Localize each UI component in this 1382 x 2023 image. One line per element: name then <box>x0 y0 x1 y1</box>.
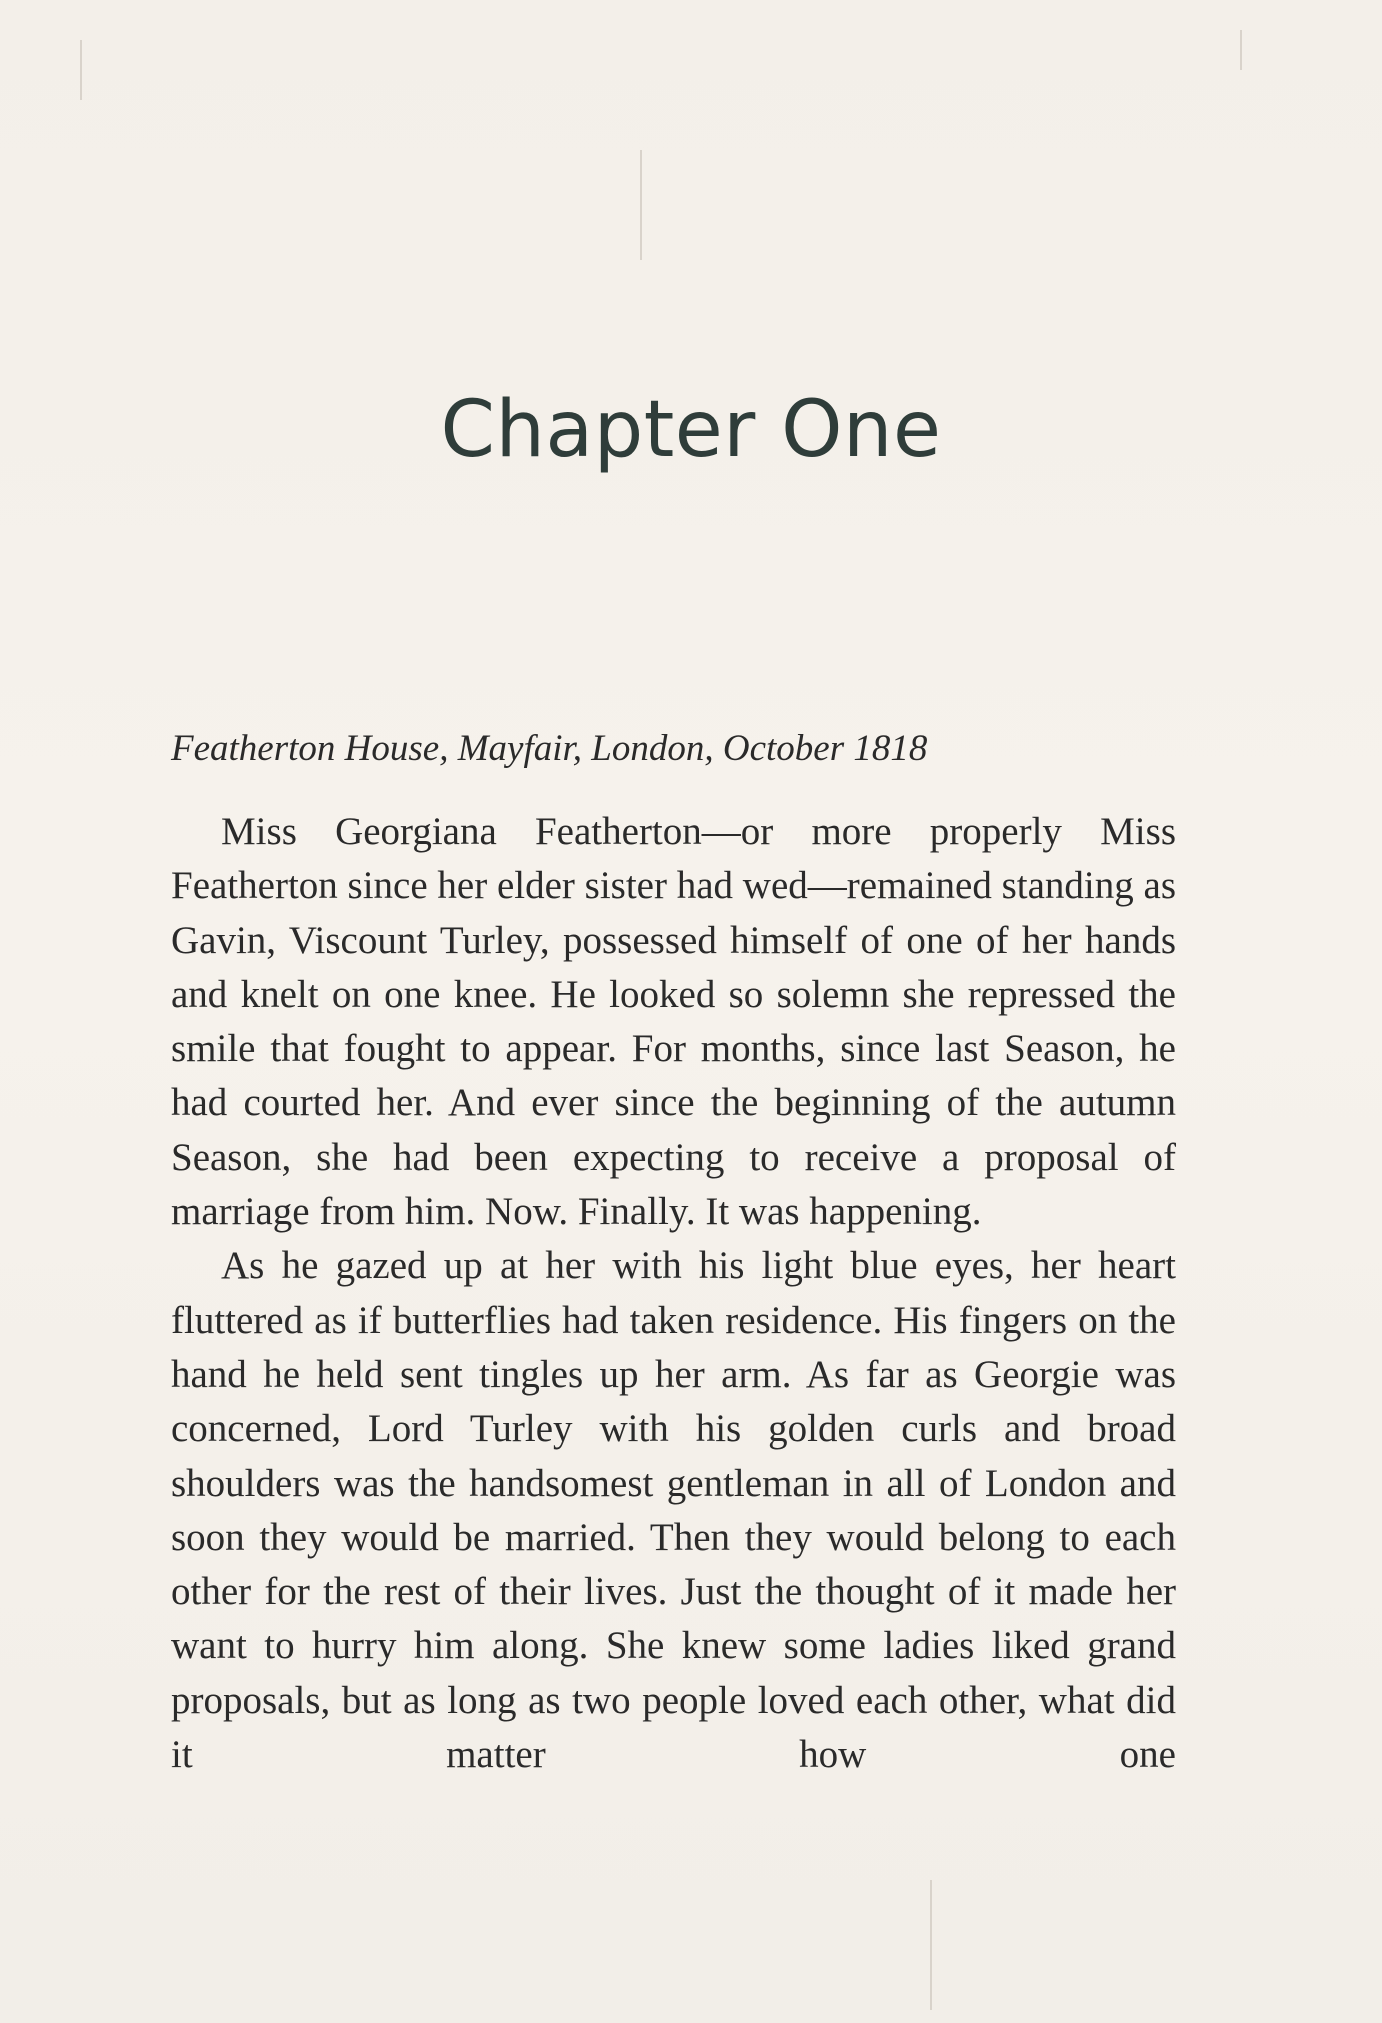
scan-edge-mark <box>1240 30 1242 70</box>
scan-edge-mark <box>930 1880 932 2010</box>
chapter-title: Chapter One <box>440 385 942 475</box>
dateline: Featherton House, Mayfair, London, October 1818 <box>171 728 928 769</box>
paragraph: As he gazed up at her with his light blue eyes, her heart fluttered as if butterflies had taken residence. His fingers on the hand he held sent tingles up her arm. As far as Georgie was concerned, Lord Turley with his golden curls and broad shoulders was the handsomest gentleman in all of London and soon they would be married. Then they would belong to each other for the rest of their lives. Just the thought of it made her want to hurry him along. She knew some ladies liked grand proposals, but as long as two people loved each other, what did it matter how one <box>171 1244 1176 1777</box>
paragraph: Miss Georgiana Featherton—or more properly Miss Featherton since her elder sister had wed—remained standing as Gavin, Viscount Turley, possessed himself of one of her hands and knelt on one knee. He looked so solemn she repressed the smile that fought to appear. For months, since last Season, he had courted her. And ever since the beginning of the autumn Season, she had been expecting to receive a proposal of marriage from him. Now. Finally. It was happening. <box>171 810 1176 1234</box>
scan-edge-mark <box>640 150 642 260</box>
body-text <box>171 722 1176 1782</box>
scan-edge-mark <box>80 40 82 100</box>
